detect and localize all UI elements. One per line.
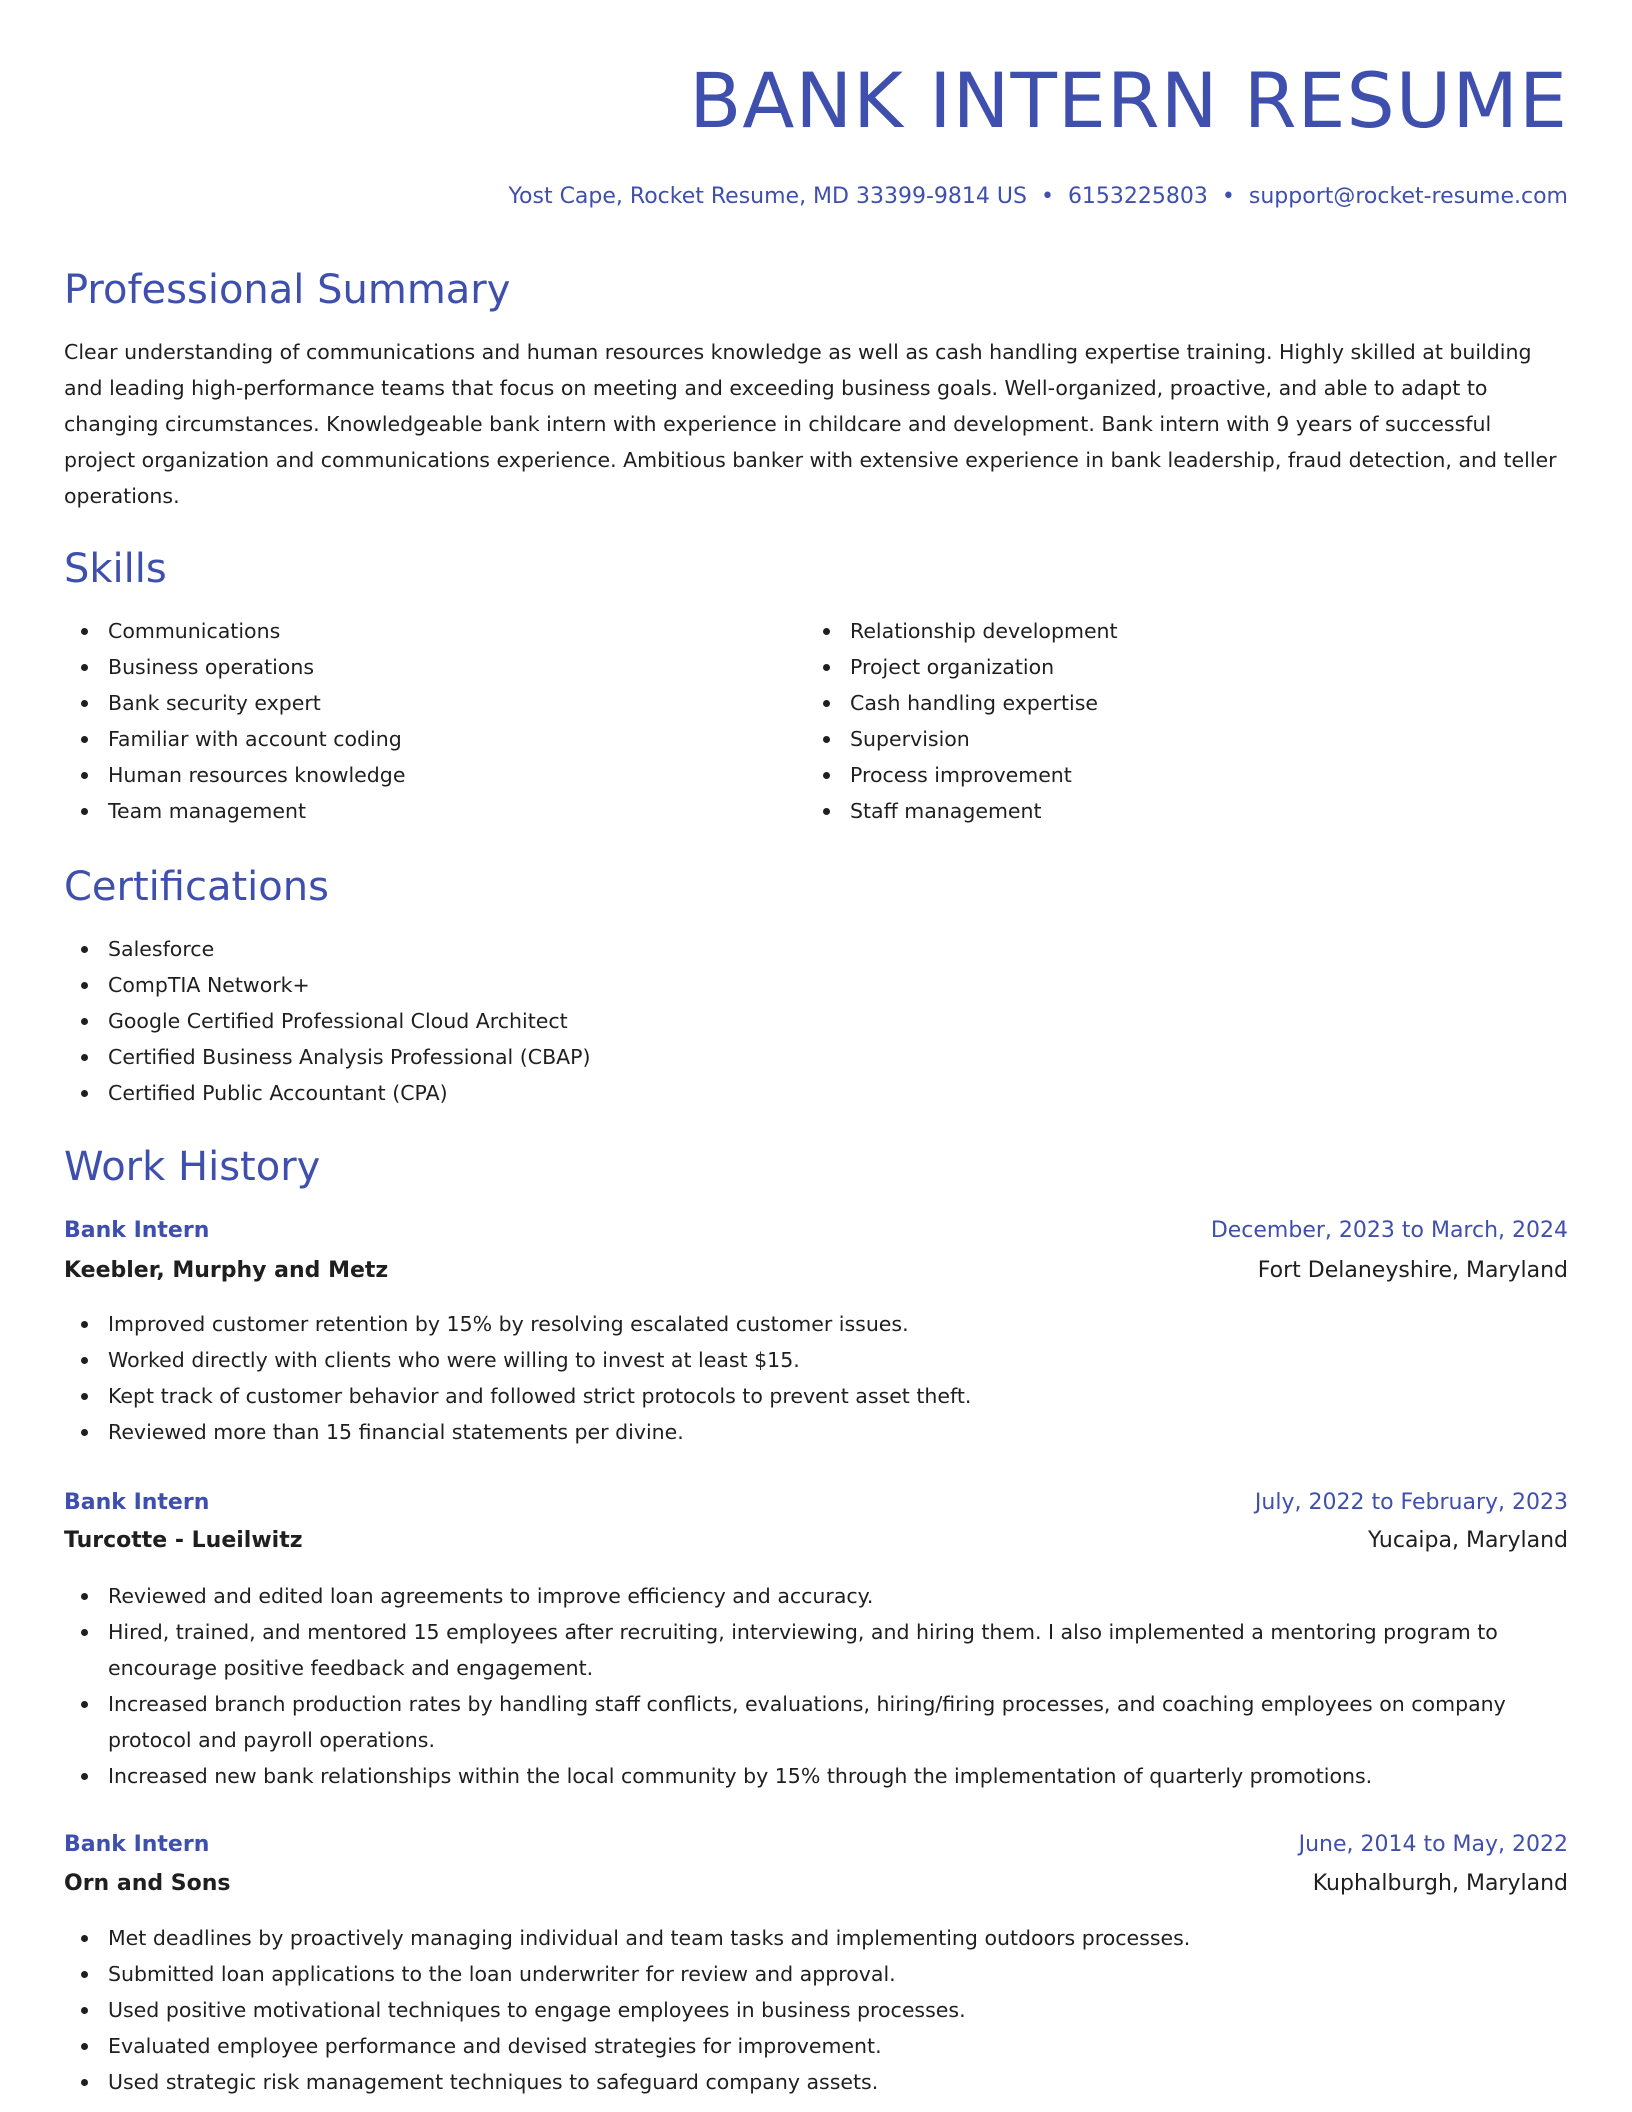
summary-heading: Professional Summary	[64, 267, 511, 313]
job-subheader	[64, 1525, 1568, 1557]
skill-item: Team management	[64, 793, 804, 829]
job-bullet: Used positive motivational techniques to engage employees in business processes.	[64, 1992, 1568, 2028]
skill-item: Staff management	[806, 793, 1568, 829]
job-dates: December, 2023 to March, 2024	[1210, 1218, 1568, 1243]
contact-line	[509, 182, 1568, 212]
skill-item: Relationship development	[806, 613, 1568, 649]
job-bullet: Improved customer retention by 15% by resolving escalated customer issues.	[64, 1306, 1568, 1342]
skill-item: Business operations	[64, 649, 804, 685]
company-name: Keebler, Murphy and Metz	[64, 1258, 389, 1283]
skills-heading: Skills	[64, 546, 167, 592]
skill-item: Familiar with account coding	[64, 721, 804, 757]
job-title: Bank Intern	[64, 1218, 210, 1243]
skill-item: Cash handling expertise	[806, 685, 1568, 721]
job-bullet: Reviewed more than 15 financial statements per divine.	[64, 1414, 1568, 1450]
job-bullet: Increased new bank relationships within the local community by 15% through the implementation of quarterly promotions.	[64, 1758, 1568, 1794]
job-bullet: Kept track of customer behavior and followed strict protocols to prevent asset theft.	[64, 1378, 1568, 1414]
job-bullets	[64, 1920, 1568, 2100]
skill-item: Bank security expert	[64, 685, 804, 721]
job-bullet: Evaluated employee performance and devised strategies for improvement.	[64, 2028, 1568, 2064]
job-location: Fort Delaneyshire, Maryland	[1257, 1258, 1568, 1283]
job-bullet: Reviewed and edited loan agreements to improve efficiency and accuracy.	[64, 1578, 1568, 1614]
certification-item: Salesforce	[64, 931, 1568, 967]
job-dates: June, 2014 to May, 2022	[1298, 1832, 1568, 1857]
job-location: Yucaipa, Maryland	[1367, 1528, 1568, 1553]
phone[interactable]: 6153225803	[1067, 184, 1208, 209]
company-name: Turcotte - Lueilwitz	[64, 1528, 303, 1553]
work-history-heading: Work History	[64, 1144, 321, 1190]
certification-item: CompTIA Network+	[64, 967, 1568, 1003]
skills-list-left	[64, 613, 804, 829]
certification-item: Certified Public Accountant (CPA)	[64, 1075, 1568, 1111]
job-location: Kuphalburgh, Maryland	[1312, 1871, 1568, 1896]
job-bullet: Increased branch production rates by handling staff conflicts, evaluations, hiring/firing processes, and coaching employees on company protocol and payroll operations.	[64, 1686, 1568, 1758]
job-header	[64, 1215, 1568, 1247]
address: Yost Cape, Rocket Resume, MD 33399-9814 US	[508, 184, 1027, 209]
job-title: Bank Intern	[64, 1832, 210, 1857]
job-subheader	[64, 1255, 1568, 1287]
skill-item: Communications	[64, 613, 804, 649]
summary-text: Clear understanding of communications and human resources knowledge as well as cash handling expertise training. Highly skilled at building and leading high-performance teams that focus on meeting and exceeding business goals. Well-organized, proactive, and able to adapt to changing circumstances. Knowledgeable bank intern with experience in childcare and development. Bank intern with 9 years of successful project organization and communications experience. Ambitious banker with extensive experience in bank leadership, fraud detection, and teller operations.	[64, 340, 1557, 508]
skills-list-right	[806, 613, 1568, 829]
job-bullet: Worked directly with clients who were willing to invest at least $15.	[64, 1342, 1568, 1378]
job-subheader	[64, 1868, 1568, 1900]
job-header	[64, 1829, 1568, 1861]
resume-page	[64, 0, 1568, 2112]
contact-separator: •	[1040, 184, 1054, 209]
job-bullet: Submitted loan applications to the loan underwriter for review and approval.	[64, 1956, 1568, 1992]
contact-separator: •	[1221, 184, 1235, 209]
certification-item: Google Certified Professional Cloud Architect	[64, 1003, 1568, 1039]
job-bullet: Met deadlines by proactively managing individual and team tasks and implementing outdoors processes.	[64, 1920, 1568, 1956]
skill-item: Human resources knowledge	[64, 757, 804, 793]
skill-item: Supervision	[806, 721, 1568, 757]
job-bullet: Used strategic risk management techniques to safeguard company assets.	[64, 2064, 1568, 2100]
certifications-heading: Certifications	[64, 864, 329, 910]
resume-title: BANK INTERN RESUME	[689, 56, 1568, 145]
job-header	[64, 1487, 1568, 1519]
job-title: Bank Intern	[64, 1490, 210, 1515]
certifications-list	[64, 931, 1568, 1111]
job-bullets	[64, 1578, 1568, 1794]
job-bullet: Hired, trained, and mentored 15 employees after recruiting, interviewing, and hiring them. I also implemented a mentoring program to encourage positive feedback and engagement.	[64, 1614, 1568, 1686]
job-dates: July, 2022 to February, 2023	[1254, 1490, 1568, 1515]
company-name: Orn and Sons	[64, 1871, 231, 1896]
certification-item: Certified Business Analysis Professional (CBAP)	[64, 1039, 1568, 1075]
skill-item: Process improvement	[806, 757, 1568, 793]
skill-item: Project organization	[806, 649, 1568, 685]
email[interactable]: support@rocket-resume.com	[1248, 184, 1568, 209]
job-bullets	[64, 1306, 1568, 1450]
